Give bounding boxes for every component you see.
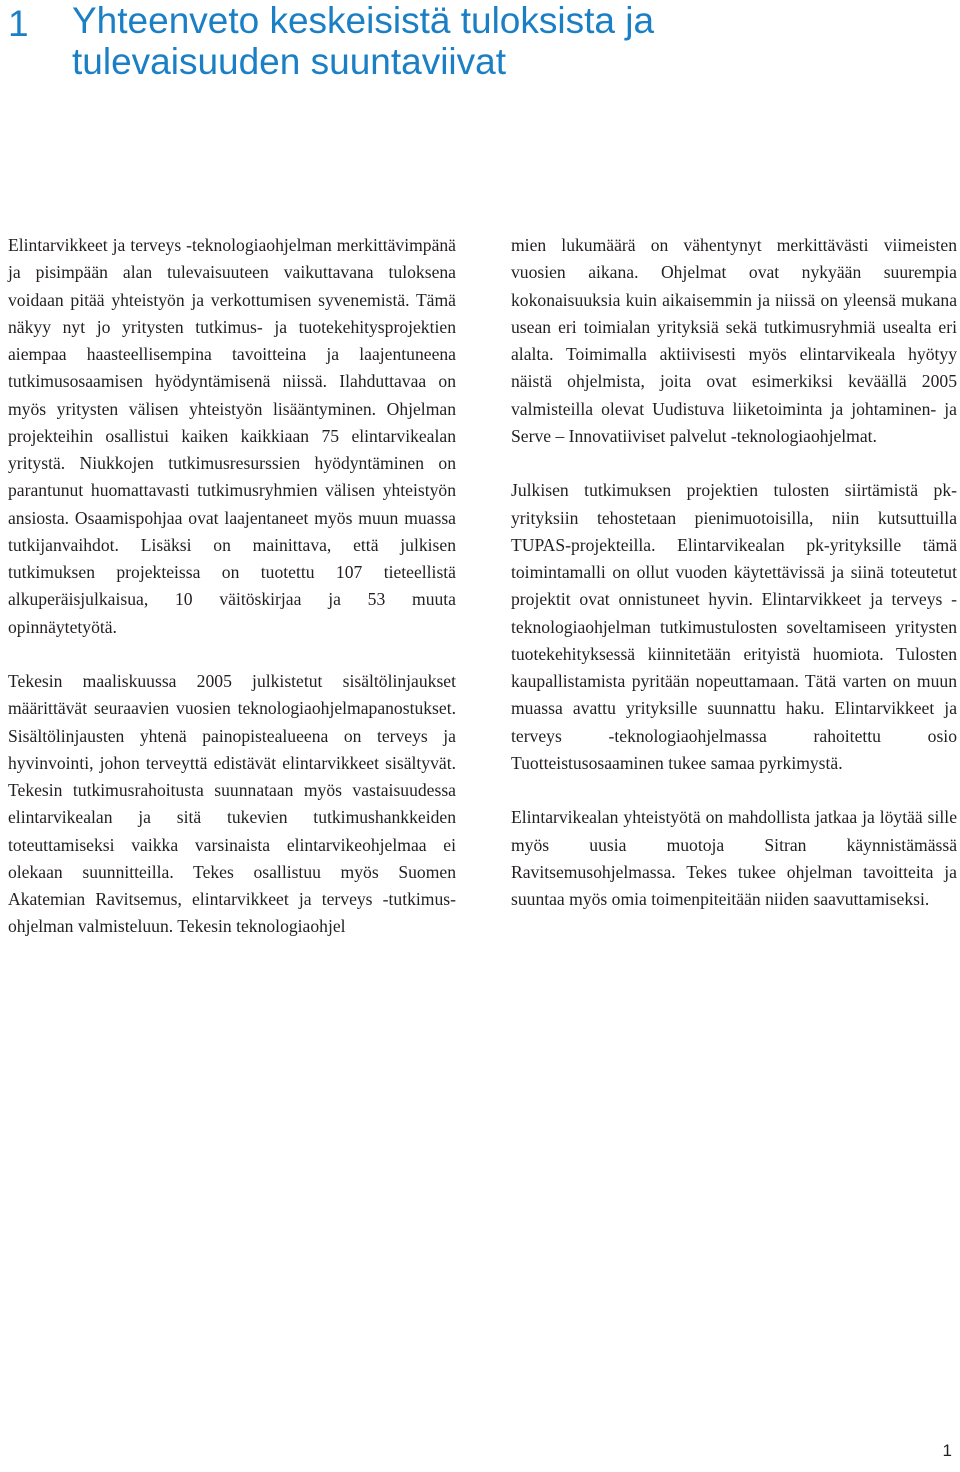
body-paragraph: Tekesin maaliskuussa 2005 julkistetut sisältölinjaukset määrittävät seuraavien vuosien teknologiaohjelmapanostukset. Sisältölinjausten yhtenä painopistealueena on terveys ja hyvinvointi, johon terveyttä edistävät elintarvikkeet sisältyvät. Tekesin tutkimusrahoitusta suunnataan myös vastaisuudessa elintarvikealan ja sitä tukevien tutkimushankkeiden toteuttamiseksi vaikka varsinaista elintarvikeohjelmaa ei olekaan suunnitteilla. Tekes osallistuu myös Suomen Akatemian Ravitsemus, elintarvikkeet ja terveys -tutkimusohjelman valmisteluun. Tekesin teknologiaohjel bbox=[8, 671, 456, 937]
page-number: 1 bbox=[942, 1441, 952, 1460]
body-paragraph: Elintarvikealan yhteistyötä on mahdollista jatkaa ja löytää sille myös uusia muotoja Sitran käynnistämässä Ravitsemusohjelmassa. Tekes tukee ohjelman tavoitteita ja suuntaa myös omia toimenpiteitään niiden saavuttamiseksi. bbox=[511, 807, 957, 909]
chapter-title-line-2: tulevaisuuden suuntaviivat bbox=[72, 41, 507, 82]
body-paragraph: Julkisen tutkimuksen projektien tulosten siirtämistä pk-yrityksiin tehostetaan pienimuotoisilla, niin kutsuttuilla TUPAS-projekteilla. Elintarvikealan pk-yrityksille tämä toimintamalli on ollut vuoden käytettävissä ja siinä toteutetut projektit ovat onnistuneet hyvin. Elintarvikkeet ja terveys -teknologiaohjelman tutkimustulosten soveltamiseen yritysten tuotekehityksessä kiinnitetään erityistä huomiota. Tulosten kaupallistamista pyritään nopeuttamaan. Tätä varten on muun muassa avattu yrityksille suunnattu haku. Elintarvikkeet ja terveys -teknologiaohjelmassa rahoitettu osio Tuotteistusosaaminen tukee samaa pyrkimystä. bbox=[511, 480, 957, 773]
chapter-number: 1 bbox=[8, 3, 29, 44]
left-text-column bbox=[8, 232, 456, 968]
body-paragraph: mien lukumäärä on vähentynyt merkittävästi viimeisten vuosien aikana. Ohjelmat ovat nykyään suurempia kokonaisuuksia kuin aikaisemmin ja niissä on yleensä mukana usean eri toimialan yrityksiä sekä tutkimusryhmiä usealta eri alalta. Toimimalla aktiivisesti myös elintarvikeala hyötyy näistä ohjelmista, joita ovat esimerkiksi keväällä 2005 valmisteilla olevat Uudistuva liiketoiminta ja johtaminen- ja Serve – Innovatiiviset palvelut -teknologiaohjelmat. bbox=[511, 235, 957, 446]
chapter-heading bbox=[8, 0, 908, 82]
body-paragraph: Elintarvikkeet ja terveys -teknologiaohjelman merkittävimpänä ja pisimpään alan tulevaisuuteen vaikuttavana tuloksena voidaan pitää yhteistyön ja verkottumisen syvenemistä. Tämä näkyy nyt jo yritysten tutkimus- ja tuotekehitysprojektien aiempaa haasteellisempina tavoitteina ja laajentuneena tutkimusosaamisen hyödyntämisenä niissä. Ilahduttavaa on myös yritysten välisen yhteistyön lisääntyminen. Ohjelman projekteihin osallistui kaiken kaikkiaan 75 elintarvikealan yritystä. Niukkojen tutkimusresurssien hyödyntäminen on parantunut huomattavasti tutkimusryhmien välisen yhteistyön ansiosta. Osaamispohjaa ovat laajentaneet myös muun muassa tutkijanvaihdot. Lisäksi on mainittava, että julkisen tutkimuksen projekteissa on tuotettu 107 tieteellistä alkuperäisjulkaisua, 10 väitöskirjaa ja 53 muuta opinnäytetyötä. bbox=[8, 235, 456, 637]
chapter-title-line-1: Yhteenveto keskeisistä tuloksista ja bbox=[72, 0, 655, 41]
right-text-column bbox=[511, 232, 957, 941]
